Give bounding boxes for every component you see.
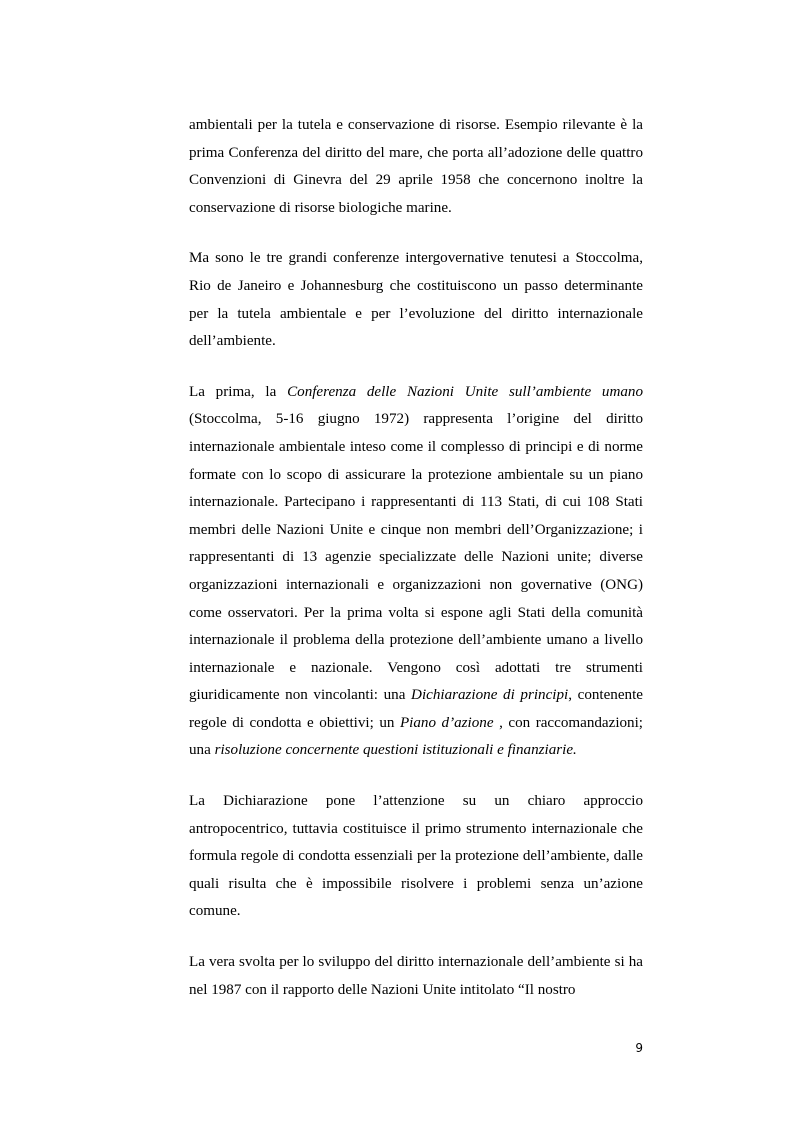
- paragraph-2: [189, 245, 643, 355]
- text-run: La Dichiarazione pone l’attenzione su un chiaro approccio antropocentrico, tuttavia costituisce il primo strumento internazionale che formula regole di condotta essenziali per la protezione dell’ambiente, dalle quali risulta che è impossibile risolvere i problemi senza un’azione comune.: [189, 793, 643, 920]
- body-text: [189, 112, 643, 1027]
- italic-text-run: Conferenza delle Nazioni Unite sull’ambiente umano: [287, 383, 643, 400]
- italic-text-run: risoluzione concernente questioni istituzionali e finanziarie.: [214, 742, 577, 759]
- paragraph-1: [189, 112, 643, 222]
- text-run: (Stoccolma, 5-16 giugno 1972) rappresenta l’origine del diritto internazionale ambientale inteso come il complesso di principi e di norme formate con lo scopo di assicurare la protezione ambientale su un piano internazionale. Partecipano i rappresentanti di 113 Stati, di cui 108 Stati membri delle Nazioni Unite e cinque non membri dell’Organizzazione; i rappresentanti di 13 agenzie specializzate delle Nazioni unite; diverse organizzazioni internazionali e organizzazioni non governative (ONG) come osservatori. Per la prima volta si espone agli Stati della comunità internazionale il problema della protezione dell’ambiente umano a livello internazionale e nazionale. Vengono così adottati tre strumenti giuridicamente non vincolanti: una: [189, 411, 643, 704]
- italic-text-run: Piano d’azione: [399, 714, 494, 731]
- text-run: ambientali per la tutela e conservazione di risorse. Esempio rilevante è la prima Conferenza del diritto del mare, che porta all’adozione delle quattro Convenzioni di Ginevra del 29 aprile 1958 che concernono inoltre la conservazione di risorse biologiche marine.: [189, 117, 643, 216]
- page-number: 9: [635, 1041, 643, 1055]
- text-run: La vera svolta per lo sviluppo del diritto internazionale dell’ambiente si ha nel 1987 con il rapporto delle Nazioni Unite intitolato “Il nostro: [189, 954, 643, 998]
- paragraph-5: [189, 949, 643, 1004]
- text-run: La prima, la: [189, 383, 288, 400]
- italic-text-run: Dichiarazione di principi: [411, 687, 569, 704]
- text-run: , con raccomandazioni; una: [189, 714, 643, 759]
- text-run: , contenente regole di condotta e obiettivi; un: [189, 687, 643, 731]
- paragraph-4: [189, 788, 643, 926]
- text-run: Ma sono le tre grandi conferenze intergovernative tenutesi a Stoccolma, Rio de Janeiro e Johannesburg che costituiscono un passo determinante per la tutela ambientale e per l’evoluzione del diritto internazionale dell’ambiente.: [189, 250, 643, 350]
- paragraph-3: [189, 379, 643, 765]
